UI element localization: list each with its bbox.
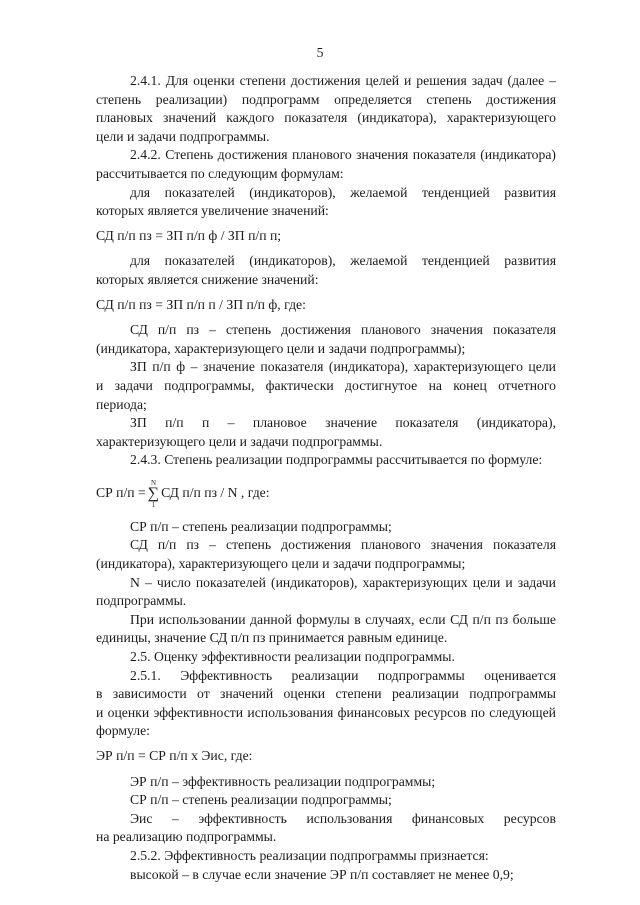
- text-line: формуле:: [96, 723, 150, 739]
- text-line: СР п/п – степень реализации подпрограммы;: [130, 792, 392, 808]
- text-line: высокой – в случае если значение ЭР п/п составляет не менее 0,9;: [130, 866, 514, 882]
- document-body: [96, 72, 556, 884]
- text-line: (индикатора, характеризующего цели и задачи подпрограммы);: [96, 340, 466, 356]
- text-line: характеризующего цели и задачи подпрограммы.: [96, 433, 383, 449]
- text-line: и оценки эффективности использования финансовых ресурсов по следующей: [96, 704, 556, 720]
- formula-left: СР п/п =: [96, 485, 146, 501]
- text-line: ЭР п/п – эффективность реализации подпрограммы;: [130, 773, 436, 789]
- text-line: При использовании данной формулы в случаях, если СД п/п пз больше: [130, 611, 556, 627]
- text-line: в зависимости от значений оценки степени реализации подпрограммы: [96, 686, 556, 702]
- formula-decrease: СД п/п пз = ЗП п/п п / ЗП п/п ф, где:: [96, 296, 306, 312]
- sum-lower-limit: 1: [151, 500, 156, 509]
- text-line: степень реализации) подпрограмм определяется степень достижения: [96, 91, 556, 107]
- text-line: для показателей (индикаторов), желаемой тенденцией развития: [130, 184, 556, 200]
- text-line: СД п/п пз – степень достижения планового значения показателя: [130, 322, 556, 338]
- text-line: которых является увеличение значений:: [96, 203, 329, 219]
- formula-efficiency: ЭР п/п = СР п/п х Эис, где:: [96, 748, 253, 763]
- text-line: единицы, значение СД п/п пз принимается равным единице.: [96, 630, 448, 646]
- text-line: ЗП п/п ф – значение показателя (индикатора), характеризующего цели: [130, 359, 556, 375]
- text-line: 2.4.3. Степень реализации подпрограммы рассчитывается по формуле:: [130, 452, 543, 468]
- text-line: периода;: [96, 396, 147, 412]
- text-line: для показателей (индикаторов), желаемой тенденцией развития: [130, 253, 556, 269]
- page-number: 5: [316, 45, 324, 60]
- text-line: N – число показателей (индикаторов), характеризующих цели и задачи: [130, 574, 556, 590]
- text-line: СД п/п пз – степень достижения планового значения показателя: [130, 537, 556, 553]
- text-line: ЗП п/п п – плановое значение показателя (индикатора),: [130, 415, 556, 431]
- text-line: 2.5. Оценку эффективности реализации подпрограммы.: [130, 649, 455, 665]
- sum-upper-limit: N: [150, 478, 156, 487]
- text-line: на реализацию подпрограммы.: [96, 829, 277, 845]
- formula-increase: СД п/п пз = ЗП п/п ф / ЗП п/п п;: [96, 227, 282, 243]
- text-line: 2.5.2. Эффективность реализации подпрограммы признается:: [130, 847, 489, 863]
- text-line: которых является снижение значений:: [96, 271, 319, 287]
- formula-implementation-degree: [96, 479, 556, 509]
- formula-right: СД п/п пз / N , где:: [161, 485, 270, 501]
- text-line: 2.4.2. Степень достижения планового значения показателя (индикатора): [130, 147, 556, 163]
- text-line: и задачи подпрограммы, фактически достигнутое на конец отчетного: [96, 377, 556, 393]
- text-line: цели и задачи подпрограммы.: [96, 128, 270, 144]
- text-line: подпрограммы.: [96, 593, 187, 609]
- text-line: СР п/п – степень реализации подпрограммы;: [130, 518, 392, 534]
- text-line: 2.5.1. Эффективность реализации подпрограммы оценивается: [130, 667, 556, 683]
- text-line: (индикатора), характеризующего цели и задачи подпрограммы;: [96, 556, 466, 572]
- text-line: плановых значений каждого показателя (индикатора), характеризующего: [96, 110, 556, 126]
- sum-sign: [148, 479, 159, 509]
- sigma-symbol: ∑: [147, 484, 160, 502]
- text-line: 2.4.1. Для оценки степени достижения целей и решения задач (далее –: [130, 73, 556, 88]
- text-line: Эис – эффективность использования финансовых ресурсов: [130, 810, 556, 826]
- text-line: рассчитывается по следующим формулам:: [96, 165, 344, 181]
